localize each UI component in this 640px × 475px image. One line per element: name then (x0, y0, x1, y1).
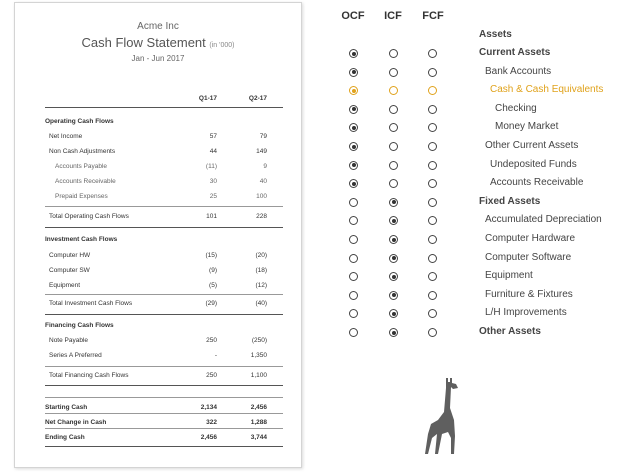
row-value-q1: (5) (209, 282, 217, 289)
row-value-q1: 2,134 (200, 404, 217, 411)
statement-row (45, 279, 283, 293)
row-label: Operating Cash Flows (45, 118, 114, 125)
statement-row (45, 264, 283, 278)
cash-flow-statement-card (14, 2, 302, 468)
divider (45, 366, 283, 367)
divider (45, 227, 283, 228)
row-value-q1: 44 (209, 148, 217, 155)
row-value-q2: (12) (255, 282, 267, 289)
radio-icf[interactable] (389, 328, 398, 337)
radio-icf[interactable] (389, 123, 398, 132)
account-label[interactable]: Money Market (495, 121, 559, 133)
statement-column-header (45, 92, 283, 106)
statement-section-header (45, 319, 283, 333)
radio-fcf[interactable] (428, 86, 437, 95)
statement-row (45, 349, 283, 363)
statement-row (45, 210, 283, 224)
row-value-q2: 9 (263, 163, 267, 170)
radio-icf[interactable] (389, 142, 398, 151)
account-label[interactable]: Accumulated Depreciation (485, 214, 602, 226)
divider (45, 206, 283, 207)
account-label[interactable]: Equipment (485, 270, 533, 282)
row-label: Net Change in Cash (45, 419, 107, 426)
column-header-q1: Q1-17 (198, 95, 217, 102)
radio-ocf[interactable] (349, 291, 358, 300)
account-label[interactable]: Current Assets (479, 47, 551, 58)
radio-icf[interactable] (389, 309, 398, 318)
radio-ocf[interactable] (349, 235, 358, 244)
column-header-ocf: OCF (341, 10, 365, 22)
statement-row (45, 369, 283, 383)
radio-fcf[interactable] (428, 198, 437, 207)
column-header-q2: Q2-17 (248, 95, 267, 102)
statement-title (15, 35, 301, 50)
account-label[interactable]: Accounts Receivable (490, 177, 584, 189)
row-value-q1: (11) (205, 163, 217, 170)
giraffe-icon (418, 376, 464, 456)
row-value-q1: - (214, 352, 217, 359)
radio-icf[interactable] (389, 254, 398, 263)
account-label[interactable]: Checking (495, 102, 537, 114)
row-label: Non Cash Adjustments (49, 148, 116, 155)
radio-ocf[interactable] (349, 142, 358, 151)
radio-ocf[interactable] (349, 86, 358, 95)
radio-ocf[interactable] (349, 161, 358, 170)
radio-ocf[interactable] (349, 198, 358, 207)
radio-icf[interactable] (389, 216, 398, 225)
row-value-q2: (20) (255, 252, 267, 259)
row-label: Accounts Payable (55, 163, 108, 170)
radio-icf[interactable] (389, 198, 398, 207)
radio-icf[interactable] (389, 272, 398, 281)
column-header-fcf: FCF (422, 10, 444, 22)
divider (45, 428, 283, 429)
radio-icf[interactable] (389, 68, 398, 77)
column-header-icf: ICF (384, 10, 402, 22)
row-label: Accounts Receivable (55, 178, 116, 185)
account-label[interactable]: Computer Hardware (485, 233, 576, 244)
radio-ocf[interactable] (349, 105, 358, 114)
row-value-q1: 25 (209, 193, 217, 200)
statement-row (45, 130, 283, 144)
company-name: Acme Inc (137, 21, 179, 32)
row-label: Starting Cash (45, 404, 88, 411)
row-value-q2: 1,288 (250, 419, 267, 426)
statement-row (45, 160, 283, 174)
row-label: Series A Preferred (49, 352, 102, 359)
radio-fcf[interactable] (428, 235, 437, 244)
radio-icf[interactable] (389, 49, 398, 58)
radio-icf[interactable] (389, 179, 398, 188)
row-value-q1: 2,456 (200, 434, 217, 441)
row-value-q1: 250 (206, 372, 217, 379)
radio-fcf[interactable] (428, 328, 437, 337)
row-label: Net Income (49, 133, 83, 140)
radio-ocf[interactable] (349, 309, 358, 318)
row-label: Equipment (49, 282, 81, 289)
radio-ocf[interactable] (349, 68, 358, 77)
row-value-q2: 40 (259, 178, 267, 185)
statement-row (45, 190, 283, 204)
statement-row (45, 145, 283, 159)
row-value-q1: 101 (206, 213, 217, 220)
radio-icf[interactable] (389, 161, 398, 170)
account-label[interactable]: Furniture & Fixtures (485, 288, 573, 300)
divider (45, 413, 283, 414)
row-value-q2: (250) (251, 337, 267, 344)
radio-ocf[interactable] (349, 123, 358, 132)
radio-ocf[interactable] (349, 216, 358, 225)
account-label[interactable]: Computer Software (485, 251, 572, 263)
radio-ocf[interactable] (349, 49, 358, 58)
row-label: Total Operating Cash Flows (49, 213, 129, 220)
statement-unit: (in '000) (209, 42, 235, 49)
row-value-q1: 250 (206, 337, 217, 344)
divider (45, 107, 283, 108)
account-label[interactable]: Undeposited Funds (490, 158, 577, 170)
radio-fcf[interactable] (428, 216, 437, 225)
row-value-q2: (18) (255, 267, 267, 274)
account-label[interactable]: L/H Improvements (485, 307, 567, 319)
radio-fcf[interactable] (428, 105, 437, 114)
row-label: Computer SW (49, 267, 90, 274)
radio-ocf[interactable] (349, 254, 358, 263)
radio-fcf[interactable] (428, 161, 437, 170)
row-label: Note Payable (49, 337, 89, 344)
row-value-q1: 57 (209, 133, 217, 140)
radio-fcf[interactable] (428, 49, 437, 58)
radio-icf[interactable] (389, 86, 398, 95)
row-label: Computer HW (49, 252, 91, 259)
radio-ocf[interactable] (349, 179, 358, 188)
statement-title-text: Cash Flow Statement (81, 35, 206, 50)
divider (45, 446, 283, 447)
radio-fcf[interactable] (428, 142, 437, 151)
radio-fcf[interactable] (428, 68, 437, 77)
row-value-q1: (29) (205, 300, 217, 307)
row-value-q2: (40) (255, 300, 267, 307)
account-label[interactable]: Fixed Assets (479, 195, 541, 207)
row-value-q2: 79 (259, 133, 267, 140)
radio-fcf[interactable] (428, 309, 437, 318)
account-label[interactable]: Bank Accounts (485, 65, 552, 77)
row-value-q2: 3,744 (250, 434, 267, 441)
row-value-q1: 30 (209, 178, 217, 185)
radio-fcf[interactable] (428, 254, 437, 263)
row-label: Total Investment Cash Flows (49, 300, 133, 307)
statement-row (45, 297, 283, 311)
row-label: Total Financing Cash Flows (49, 372, 129, 379)
row-value-q1: 322 (206, 419, 217, 426)
row-label: Prepaid Expenses (55, 193, 108, 200)
row-label: Investment Cash Flows (45, 236, 118, 243)
divider (45, 314, 283, 315)
row-value-q2: 149 (256, 148, 267, 155)
statement-row (45, 334, 283, 348)
account-header-assets: Assets (479, 29, 512, 40)
row-value-q2: 228 (256, 213, 267, 220)
row-value-q2: 1,100 (250, 372, 267, 379)
statement-period: Jan - Jun 2017 (131, 54, 185, 63)
radio-fcf[interactable] (428, 272, 437, 281)
row-value-q2: 2,456 (250, 404, 267, 411)
divider (45, 385, 283, 386)
row-label: Ending Cash (45, 434, 85, 441)
statement-section-header (45, 115, 283, 129)
row-value-q1: (9) (209, 267, 217, 274)
radio-icf[interactable] (389, 235, 398, 244)
divider (45, 294, 283, 295)
statement-row (45, 431, 283, 445)
radio-ocf[interactable] (349, 328, 358, 337)
divider (45, 397, 283, 398)
row-value-q2: 100 (256, 193, 267, 200)
account-label[interactable]: Cash & Cash Equivalents (490, 84, 604, 96)
radio-icf[interactable] (389, 291, 398, 300)
radio-fcf[interactable] (428, 179, 437, 188)
statement-section-header (45, 233, 283, 247)
radio-icf[interactable] (389, 105, 398, 114)
radio-ocf[interactable] (349, 272, 358, 281)
row-value-q2: 1,350 (250, 352, 267, 359)
statement-row (45, 175, 283, 189)
row-value-q1: (15) (205, 252, 217, 259)
radio-fcf[interactable] (428, 123, 437, 132)
radio-fcf[interactable] (428, 291, 437, 300)
account-label[interactable]: Other Current Assets (485, 140, 579, 151)
account-label[interactable]: Other Assets (479, 326, 541, 337)
statement-row (45, 249, 283, 263)
row-label: Financing Cash Flows (45, 322, 114, 329)
